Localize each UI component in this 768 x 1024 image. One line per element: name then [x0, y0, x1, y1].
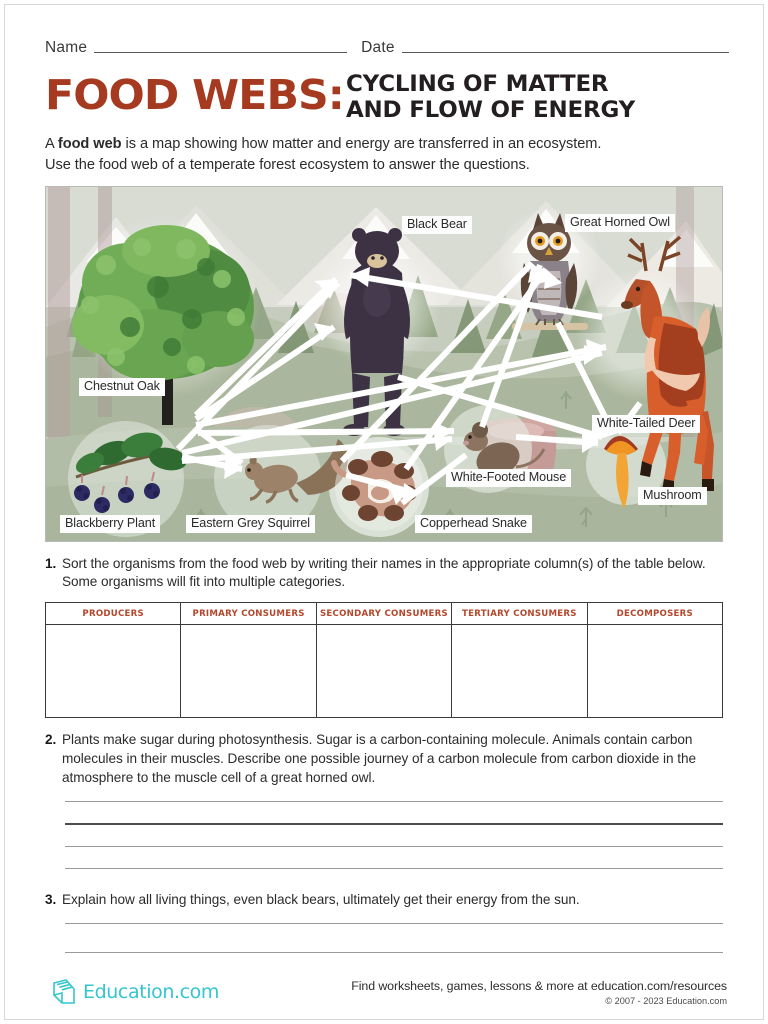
column-header-decomposers: DECOMPOSERS: [587, 603, 722, 625]
page-footer: [49, 971, 727, 1019]
question-2: [45, 731, 729, 787]
answer-line[interactable]: [65, 868, 723, 869]
label-copperhead-snake: Copperhead Snake: [415, 515, 532, 534]
title-subtitle-line2: AND FLOW OF ENERGY: [346, 97, 636, 124]
title-subtitle: [346, 71, 635, 123]
answer-cell-decomposers[interactable]: [587, 625, 722, 718]
footer-text-block: [351, 971, 727, 1006]
organism-sorting-table: [45, 602, 723, 718]
table-header-row: [46, 603, 723, 625]
intro-paragraph: [45, 134, 729, 175]
answer-cell-secondary-consumers[interactable]: [316, 625, 451, 718]
answer-line[interactable]: [65, 923, 723, 924]
food-web-illustration: [45, 186, 723, 542]
table-row: [46, 625, 723, 718]
food-web-scene: [46, 187, 723, 542]
answer-line[interactable]: [65, 952, 723, 953]
label-blackberry-plant: Blackberry Plant: [60, 515, 160, 534]
intro-prefix: A: [45, 136, 58, 153]
label-great-horned-owl: Great Horned Owl: [565, 214, 675, 233]
question-1: [45, 555, 729, 593]
footer-copyright: © 2007 - 2023 Education.com: [605, 996, 727, 1006]
education-brand-name: Education.com: [83, 981, 220, 1003]
name-write-line[interactable]: [94, 52, 347, 53]
footer-tagline: Find worksheets, games, lessons & more at education.com/resources: [351, 979, 727, 993]
label-white-footed-mouse: White-Footed Mouse: [446, 469, 571, 488]
label-white-tailed-deer: White-Tailed Deer: [592, 415, 700, 434]
label-eastern-grey-squirrel: Eastern Grey Squirrel: [186, 515, 315, 534]
question-3: [45, 891, 729, 910]
column-header-producers: PRODUCERS: [46, 603, 181, 625]
question-1-number: 1.: [45, 555, 57, 571]
page-title: [45, 71, 729, 123]
question-2-text: Plants make sugar during photosynthesis. Sugar is a carbon-containing molecule. Animals contain carbon molecules in their muscles. Describe one possible journey of a carbon molecule from carbon dioxide in the atmosphere to the muscle cell of a great horned owl.: [62, 732, 696, 785]
worksheet-content: [45, 29, 729, 953]
title-main: FOOD WEBS:: [45, 71, 344, 119]
intro-line1-rest: is a map showing how matter and energy are transferred in an ecosystem.: [121, 136, 602, 153]
answer-line[interactable]: [65, 846, 723, 847]
question-3-text: Explain how all living things, even black bears, ultimately get their energy from the sun.: [62, 891, 580, 907]
date-write-line[interactable]: [402, 52, 729, 53]
label-chestnut-oak: Chestnut Oak: [79, 378, 165, 397]
question-1-text: Sort the organisms from the food web by writing their names in the appropriate column(s) of the table below. Some organisms will fit into multiple categories.: [62, 555, 706, 590]
question-3-answer-lines: [45, 923, 729, 953]
label-black-bear: Black Bear: [402, 216, 472, 235]
question-2-number: 2.: [45, 732, 57, 748]
answer-cell-tertiary-consumers[interactable]: [452, 625, 587, 718]
column-header-primary-consumers: PRIMARY CONSUMERS: [181, 603, 316, 625]
question-3-number: 3.: [45, 891, 57, 907]
question-2-answer-lines: [45, 801, 729, 868]
title-subtitle-line1: CYCLING OF MATTER: [346, 71, 609, 97]
label-mushroom: Mushroom: [638, 487, 707, 506]
answer-line[interactable]: [65, 823, 723, 824]
intro-line2: Use the food web of a temperate forest ecosystem to answer the questions.: [45, 156, 530, 173]
worksheet-page: [4, 4, 764, 1020]
date-label: Date: [361, 39, 395, 56]
column-header-secondary-consumers: SECONDARY CONSUMERS: [316, 603, 451, 625]
intro-bold-term: food web: [57, 136, 122, 153]
answer-cell-producers[interactable]: [46, 625, 181, 718]
answer-line[interactable]: [65, 801, 723, 802]
education-brand[interactable]: [49, 977, 219, 1007]
name-date-row: [45, 29, 729, 57]
education-logo-icon: [49, 977, 79, 1007]
name-label: Name: [45, 39, 88, 56]
column-header-tertiary-consumers: TERTIARY CONSUMERS: [452, 603, 587, 625]
answer-cell-primary-consumers[interactable]: [181, 625, 316, 718]
